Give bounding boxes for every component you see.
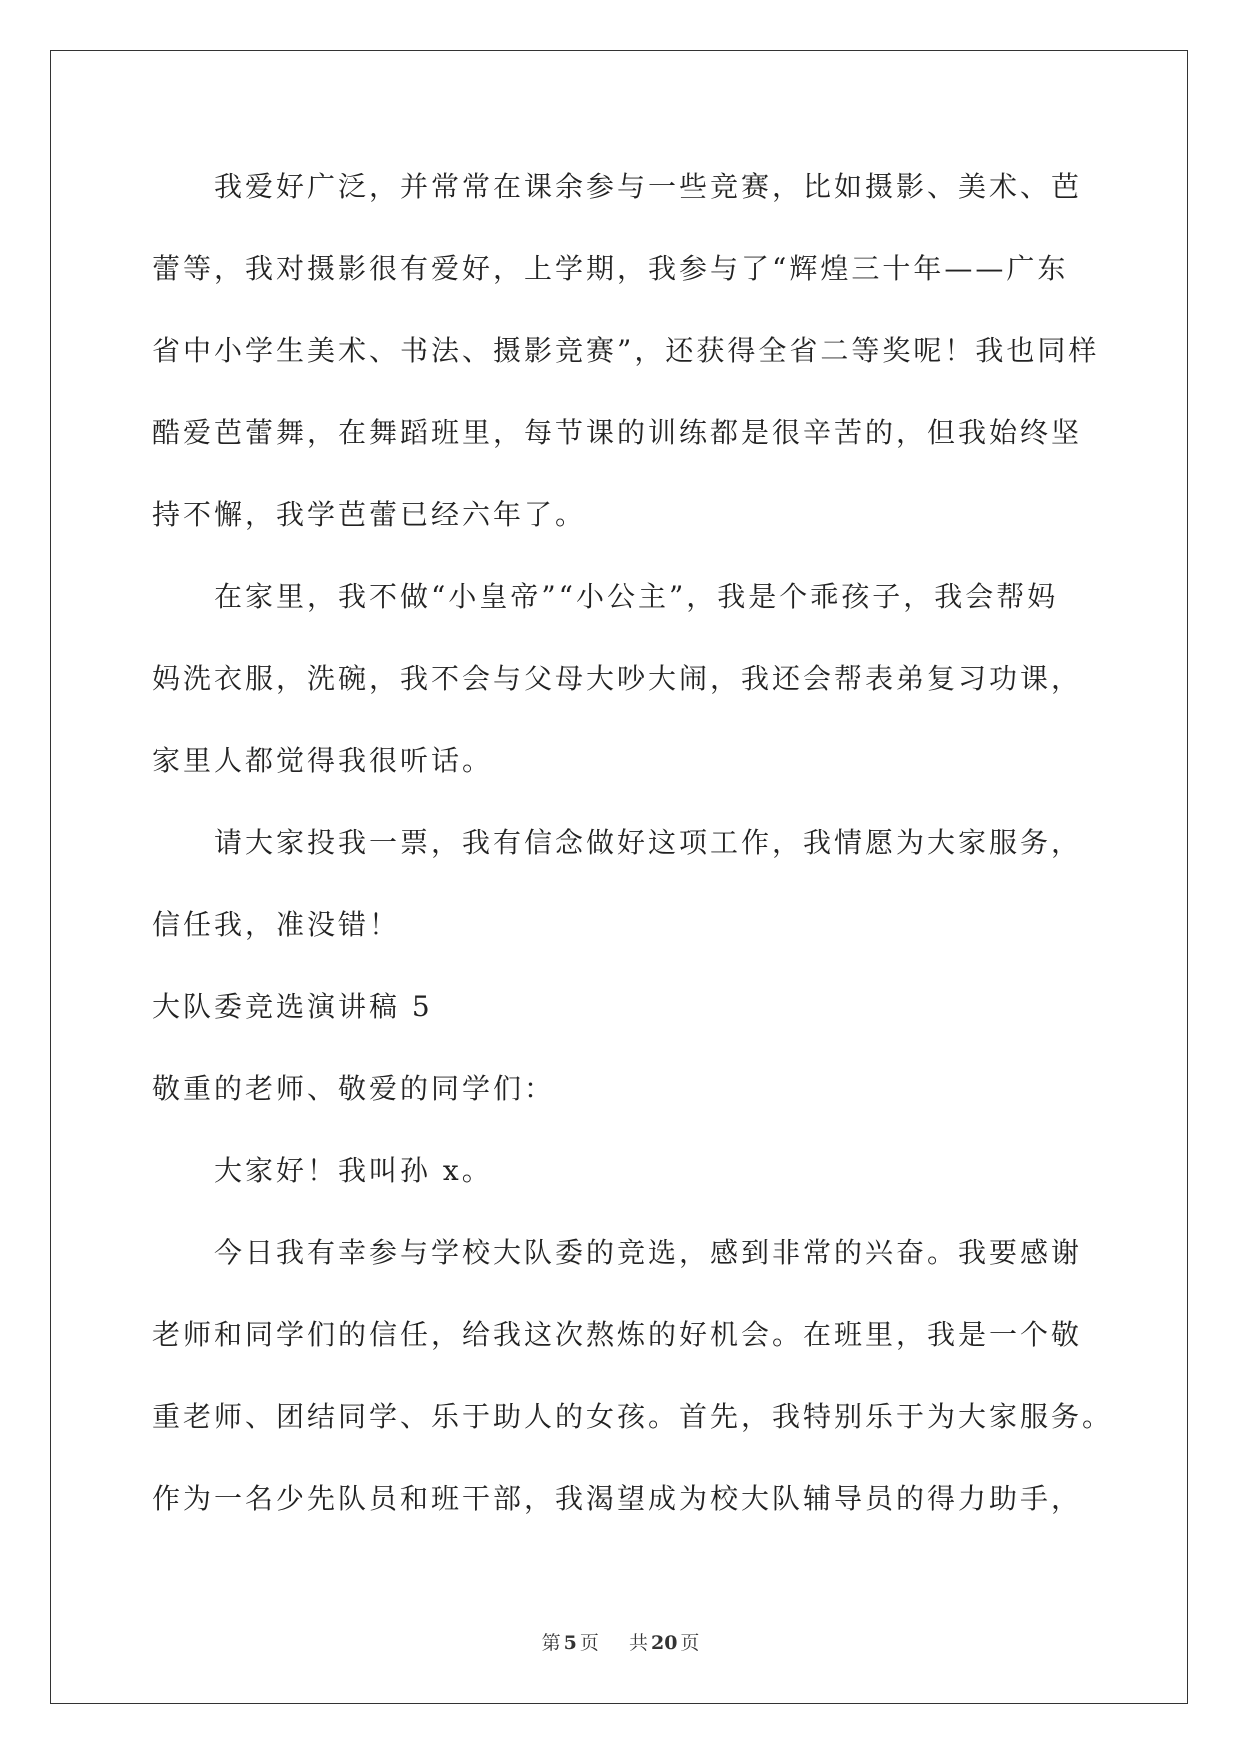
text-line: 持不懈，我学芭蕾已经六年了。: [152, 498, 587, 531]
text-line: 信任我，准没错！: [152, 908, 401, 941]
document-body: [152, 160, 1114, 1554]
text-line: 蕾等，我对摄影很有爱好，上学期，我参与了“辉煌三十年——广东: [152, 252, 1069, 285]
text-line: 酷爱芭蕾舞，在舞蹈班里，每节课的训练都是很辛苦的，但我始终坚: [152, 416, 1083, 449]
text-line: 妈洗衣服，洗碗，我不会与父母大吵大闹，我还会帮表弟复习功课，: [152, 662, 1083, 695]
page-number: 5: [563, 1632, 577, 1654]
text-line: 老师和同学们的信任，给我这次熬炼的好机会。在班里，我是一个敬: [152, 1318, 1083, 1351]
text-line: 重老师、团结同学、乐于助人的女孩。首先，我特别乐于为大家服务。: [152, 1400, 1114, 1433]
section-heading: 大队委竞选演讲稿 5: [152, 990, 433, 1023]
greeting-line: 大家好！我叫孙 x。: [214, 1154, 493, 1187]
text-line: 省中小学生美术、书法、摄影竞赛”，还获得全省二等奖呢！我也同样: [152, 334, 1100, 367]
text-line: 请大家投我一票，我有信念做好这项工作，我情愿为大家服务，: [214, 826, 1083, 859]
total-pages-indicator: 共 20 页: [628, 1632, 700, 1654]
text-line: 作为一名少先队员和班干部，我渴望成为校大队辅导员的得力助手，: [152, 1482, 1083, 1515]
text-line: 我爱好广泛，并常常在课余参与一些竞赛，比如摄影、美术、芭: [214, 170, 1083, 203]
text-line: 在家里，我不做“小皇帝”“小公主”，我是个乖孩子，我会帮妈: [214, 580, 1059, 613]
total-pages: 20: [650, 1632, 678, 1654]
page-footer: [0, 1628, 1241, 1655]
salutation: 敬重的老师、敬爱的同学们：: [152, 1072, 556, 1105]
page-indicator: 第 5 页: [541, 1632, 599, 1654]
text-line: 今日我有幸参与学校大队委的竞选，感到非常的兴奋。我要感谢: [214, 1236, 1083, 1269]
text-line: 家里人都觉得我很听话。: [152, 744, 494, 777]
